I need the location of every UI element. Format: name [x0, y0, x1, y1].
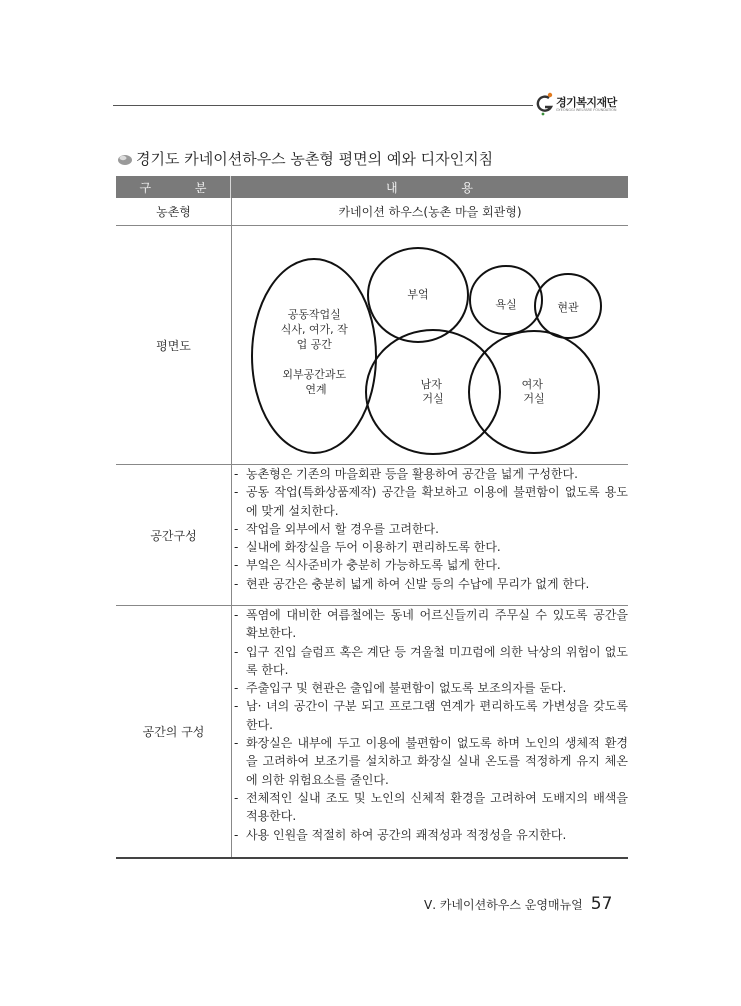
floor-plan-diagram	[232, 226, 628, 464]
design-guideline-table	[116, 176, 628, 859]
list-item: - 폭염에 대비한 여름철에는 동네 어르신들끼리 주무실 수 있도록 공간을 확보한다.	[246, 606, 628, 643]
list-item: - 농촌형은 기존의 마을회관 등을 활용하여 공간을 넓게 구성한다.	[246, 465, 628, 483]
list-item: - 남· 녀의 공간이 구분 되고 프로그램 연계가 편리하도록 가변성을 갖도록 한다.	[246, 697, 628, 734]
row-type-label: 농촌형	[116, 198, 232, 225]
bath-label: 욕실	[495, 298, 517, 311]
section-title	[116, 148, 493, 169]
row-space1-content	[232, 465, 628, 605]
list-item: - 부엌은 식사준비가 충분히 가능하도록 넓게 한다.	[246, 556, 628, 574]
list-item: - 공동 작업(특화상품제작) 공간을 확보하고 이용에 불편함이 없도록 용도에 맞게 설치한다.	[246, 483, 628, 520]
women-living-label: 여자 거실	[521, 378, 545, 405]
list-item: - 사용 인원을 적절히 하여 공간의 쾌적성과 적정성을 유지한다.	[246, 826, 628, 844]
header-content: 내 용	[386, 180, 503, 195]
table-header	[116, 176, 628, 198]
list-item: - 현관 공간은 충분히 넓게 하여 신발 등의 수납에 무리가 없게 한다.	[246, 575, 628, 593]
bullet-icon	[116, 152, 134, 166]
table-row-space-structure	[116, 606, 628, 859]
space1-list	[232, 465, 628, 593]
list-item: - 입구 진입 슬럼프 혹은 계단 등 겨울철 미끄럼에 의한 낙상의 위험이 없도록 한다.	[246, 643, 628, 680]
list-item: - 주출입구 및 현관은 출입에 불편함이 없도록 보조의자를 둔다.	[246, 679, 628, 697]
list-item: - 작업을 외부에서 할 경우를 고려한다.	[246, 520, 628, 538]
page-footer	[424, 894, 612, 914]
header-rule	[113, 105, 533, 106]
row-space2-label: 공간의 구성	[116, 606, 232, 857]
men-living-label: 남자 거실	[420, 378, 444, 405]
work-room-circle	[252, 259, 376, 453]
foundation-logo	[536, 90, 636, 120]
floor-plan-cell	[232, 226, 628, 464]
list-item: - 전체적인 실내 조도 및 노인의 신체적 환경을 고려하여 도배지의 배색을 적용한다.	[246, 789, 628, 826]
row-space1-label: 공간구성	[116, 465, 232, 605]
section-title-text: 경기도 카네이션하우스 농촌형 평면의 예와 디자인지침	[136, 150, 494, 168]
logo-subtext: GYEONGGI WELFARE FOUNDATION	[556, 108, 617, 112]
list-item: - 실내에 화장실을 두어 이용하기 편리하도록 한다.	[246, 538, 628, 556]
work-room-label: 공동작업실 식사, 여가, 작 업 공간 외부공간과도 연계	[280, 308, 348, 396]
table-row-plan	[116, 226, 628, 465]
row-space2-content	[232, 606, 628, 857]
list-item: - 화장실은 내부에 두고 이용에 불편함이 없도록 하며 노인의 생체적 환경을 고려하여 보조기를 설치하고 화장실 실내 온도를 적정하게 유지 체온에 의한 위험요소를 줄인다.	[246, 734, 628, 789]
row-type-content: 카네이션 하우스(농촌 마을 회관형)	[338, 205, 522, 219]
footer-chapter: Ⅴ. 카네이션하우스 운영매뉴얼	[424, 898, 583, 912]
logo-text: 경기복지재단	[556, 96, 617, 109]
page-number: 57	[590, 894, 613, 914]
logo-icon	[536, 92, 554, 118]
table-row-space-composition	[116, 465, 628, 606]
table-row-type	[116, 198, 628, 226]
header-category: 구 분	[116, 176, 231, 198]
row-plan-label: 평면도	[116, 226, 232, 464]
kitchen-label: 부엌	[407, 288, 429, 301]
entrance-label: 현관	[557, 301, 579, 314]
space2-list	[232, 606, 628, 844]
